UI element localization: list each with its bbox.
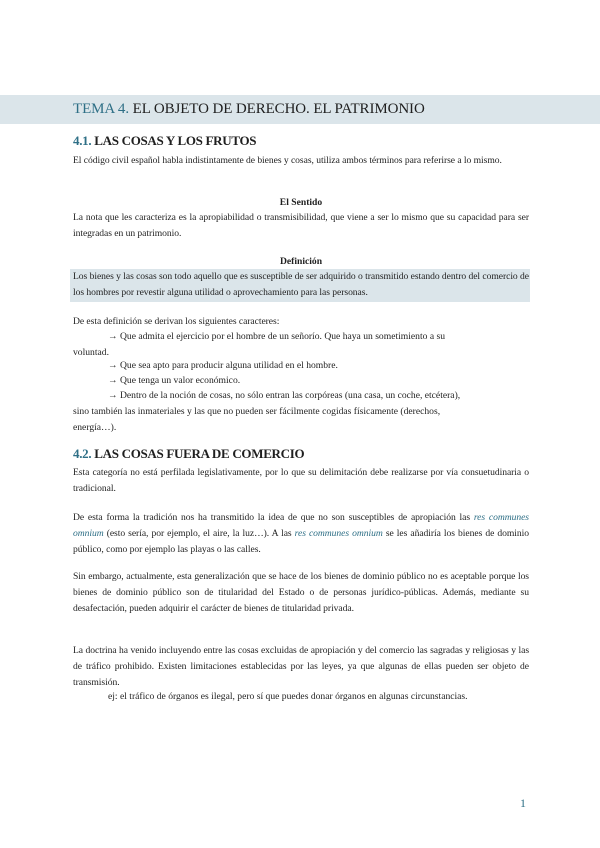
section-1-heading — [73, 132, 256, 149]
bullet-1: → Que admita el ejercicio por el hombre de un señorío. Que haya un sometimiento a su — [108, 331, 446, 342]
section-2-p3: Sin embargo, actualmente, esta generalización que se hace de los bienes de dominio público no es aceptable porque los bienes de dominio público son de titularidad del Estado o de personas jurídico-públicas. Además, mediante su desafectación, pueden adquirir el carácter de bienes de titularidad privada. — [73, 571, 529, 614]
section-1-number: 4.1. — [73, 133, 92, 148]
section-2-p1: Esta categoría no está perfilada legislativamente, por lo que su delimitación debe realizarse por vía consuetudinaria o tradicional. — [73, 467, 529, 494]
page-number: 1 — [520, 796, 526, 810]
latin-term-2: res communes omnium — [294, 528, 383, 539]
bullet-2: → Que sea apto para producir alguna utilidad en el hombre. — [108, 360, 338, 371]
section-2-p2 — [73, 510, 529, 558]
bullet-3: → Que tenga un valor económico. — [108, 375, 241, 386]
bullet-4: → Dentro de la noción de cosas, no sólo entran las corpóreas (una casa, un coche, etcétera), — [108, 390, 461, 401]
section-2-p4: La doctrina ha venido incluyendo entre las cosas excluidas de apropiación y del comercio las sagradas y religiosas y las de tráfico prohibido. Existen limitaciones establecidas por las leyes, ya que algunas de ellas pueden ser objeto de transmisión. — [73, 645, 529, 688]
example-note: ej: el tráfico de órganos es ilegal, pero sí que puedes donar órganos en algunas circunstancias. — [108, 691, 468, 702]
bullet-1-cont: voluntad. — [73, 347, 109, 358]
bullet-4-cont-b: energía…). — [73, 422, 117, 433]
p2-text-c: se les añadiría los bienes de dominio público, como por ejemplo las playas o las calles. — [73, 528, 529, 555]
definicion-text: Los bienes y las cosas son todo aquello que es susceptible de ser adquirido o transmitido estando dentro del comercio de los hombres por revestir alguna utilidad o aprovechamiento para las personas. — [73, 271, 529, 298]
sentido-heading: El Sentido — [279, 197, 323, 208]
section-2-title: LAS COSAS FUERA DE COMERCIO — [94, 446, 305, 461]
chapter-number: TEMA 4. — [73, 101, 129, 117]
section-2-heading — [73, 445, 304, 462]
section-1-title: LAS COSAS Y LOS FRUTOS — [94, 133, 257, 148]
caracteres-intro: De esta definición se derivan los siguientes caracteres: — [73, 316, 280, 327]
definicion-heading: Definición — [279, 256, 323, 267]
chapter-title-text: EL OBJETO DE DERECHO. EL PATRIMONIO — [132, 101, 425, 117]
p2-text-a: De esta forma la tradición nos ha transmitido la idea de que no son susceptibles de apropiación las — [73, 512, 474, 523]
chapter-title — [73, 100, 425, 119]
section-1-intro: El código civil español habla indistintamente de bienes y cosas, utiliza ambos términos para referirse a lo mismo. — [73, 155, 502, 166]
bullet-4-cont-a: sino también las inmateriales y las que no pueden ser fácilmente cogidas físicamente (derechos, — [73, 406, 441, 417]
section-2-number: 4.2. — [73, 446, 92, 461]
latin-term-1: res communes omnium — [73, 512, 529, 539]
p2-text-b: (esto sería, por ejemplo, el aire, la luz…). A las — [103, 528, 295, 539]
sentido-text: La nota que les caracteriza es la apropiabilidad o transmisibilidad, que viene a ser lo mismo que su capacidad para ser integradas en un patrimonio. — [73, 212, 529, 239]
